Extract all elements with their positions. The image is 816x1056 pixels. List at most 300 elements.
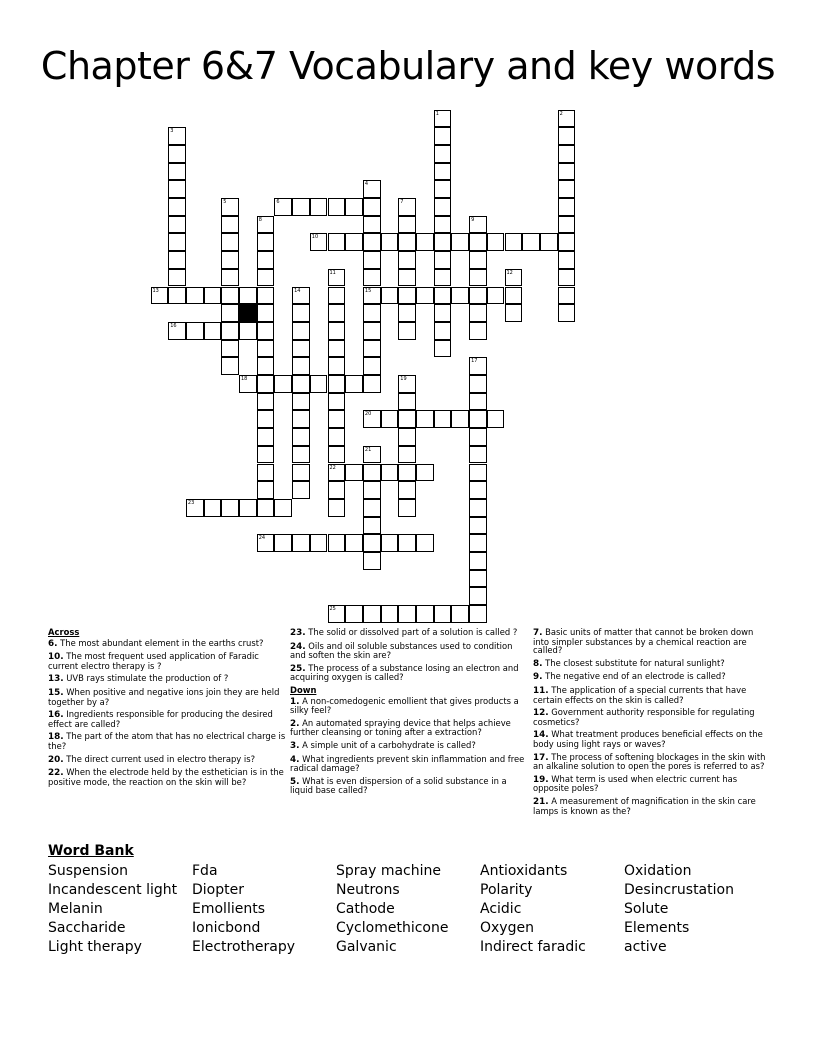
grid-cell[interactable] — [345, 198, 363, 216]
grid-cell[interactable] — [469, 233, 487, 251]
grid-cell[interactable] — [451, 410, 469, 428]
grid-cell[interactable] — [292, 481, 310, 499]
grid-cell[interactable] — [381, 410, 399, 428]
grid-cell[interactable] — [416, 287, 434, 305]
clue-text: The application of a special currents that have certain effects on the skin is called? — [533, 684, 747, 705]
grid-cell[interactable] — [469, 304, 487, 322]
grid-cell[interactable] — [328, 428, 346, 446]
clue-number: 6 — [276, 199, 280, 205]
grid-cell[interactable] — [434, 322, 452, 340]
grid-cell[interactable] — [345, 534, 363, 552]
grid-cell[interactable] — [274, 375, 292, 393]
grid-cell[interactable] — [221, 233, 239, 251]
clue-number: 19 — [400, 376, 407, 382]
grid-cell[interactable] — [558, 233, 576, 251]
word-bank-word: Antioxidants — [480, 863, 568, 879]
grid-cell[interactable] — [328, 287, 346, 305]
grid-cell[interactable] — [328, 269, 346, 287]
grid-cell[interactable] — [434, 605, 452, 623]
grid-cell[interactable] — [328, 464, 346, 482]
word-bank-word: Diopter — [192, 882, 244, 898]
grid-cell[interactable] — [469, 410, 487, 428]
grid-cell[interactable] — [558, 127, 576, 145]
clue-number: 17 — [471, 358, 478, 365]
grid-cell[interactable] — [363, 340, 381, 358]
grid-cell[interactable] — [398, 216, 416, 234]
grid-cell[interactable] — [469, 587, 487, 605]
clue-number: 13 — [152, 287, 159, 294]
word-bank-word: Emollients — [192, 901, 265, 917]
grid-cell[interactable] — [186, 287, 204, 305]
grid-cell[interactable] — [204, 322, 222, 340]
down-clue — [533, 730, 771, 748]
grid-cell[interactable] — [328, 410, 346, 428]
grid-cell[interactable] — [257, 340, 275, 358]
grid-cell[interactable] — [363, 605, 381, 623]
grid-cell[interactable] — [398, 605, 416, 623]
clue-text: Basic units of matter that cannot be broken down into simpler substances by a chemical reaction are called? — [533, 627, 754, 656]
clue-num: 1. — [290, 696, 300, 707]
grid-cell[interactable] — [469, 357, 487, 375]
word-bank-word: Acidic — [480, 901, 522, 917]
grid-cell[interactable] — [292, 464, 310, 482]
across-clue — [48, 639, 286, 649]
across-clue — [290, 642, 528, 660]
grid-cell[interactable] — [257, 481, 275, 499]
grid-cell[interactable] — [522, 233, 540, 251]
grid-cell[interactable] — [328, 446, 346, 464]
grid-cell[interactable] — [221, 287, 239, 305]
grid-cell[interactable] — [469, 499, 487, 517]
grid-cell[interactable] — [221, 198, 239, 216]
word-bank-column — [336, 862, 448, 957]
grid-cell[interactable] — [292, 410, 310, 428]
grid-cell[interactable] — [292, 304, 310, 322]
grid-cell[interactable] — [505, 304, 523, 322]
grid-cell[interactable] — [487, 287, 505, 305]
grid-cell[interactable] — [221, 216, 239, 234]
grid-cell[interactable] — [398, 287, 416, 305]
grid-cell[interactable] — [469, 552, 487, 570]
word-bank-column — [48, 862, 177, 957]
grid-cell[interactable] — [363, 464, 381, 482]
clue-text: What is even dispersion of a solid substance in a liquid base called? — [290, 775, 507, 796]
grid-cell[interactable] — [328, 233, 346, 251]
grid-cell[interactable] — [398, 269, 416, 287]
clue-text: The process of softening blockages in the skin with an alkaline solution to open the pores is referred to as? — [533, 751, 766, 772]
word-bank-word: Neutrons — [336, 882, 400, 898]
grid-cell[interactable] — [239, 287, 257, 305]
grid-cell[interactable] — [398, 304, 416, 322]
clue-num: 17. — [533, 752, 549, 763]
clue-number: 14 — [294, 287, 301, 294]
grid-cell[interactable] — [558, 198, 576, 216]
clue-number: 1 — [435, 110, 439, 117]
grid-cell[interactable] — [168, 198, 186, 216]
grid-cell[interactable] — [168, 180, 186, 198]
grid-cell[interactable] — [434, 145, 452, 163]
grid-cell[interactable] — [363, 198, 381, 216]
grid-cell[interactable] — [257, 446, 275, 464]
grid-cell[interactable] — [363, 499, 381, 517]
grid-cell[interactable] — [292, 357, 310, 375]
grid-cell[interactable] — [416, 605, 434, 623]
grid-cell[interactable] — [434, 163, 452, 181]
grid-cell[interactable] — [292, 534, 310, 552]
grid-cell[interactable] — [363, 287, 381, 305]
clue-number: 16 — [170, 322, 177, 329]
clue-text: A simple unit of a carbohydrate is called? — [302, 739, 476, 750]
grid-cell[interactable] — [168, 322, 186, 340]
grid-cell[interactable] — [292, 375, 310, 393]
grid-cell[interactable] — [558, 180, 576, 198]
grid-cell[interactable] — [292, 446, 310, 464]
grid-cell[interactable] — [221, 322, 239, 340]
grid-cell[interactable] — [469, 393, 487, 411]
grid-cell[interactable] — [345, 375, 363, 393]
grid-cell[interactable] — [328, 340, 346, 358]
grid-cell[interactable] — [487, 233, 505, 251]
grid-cell[interactable] — [328, 357, 346, 375]
down-clue — [533, 753, 771, 771]
grid-cell[interactable] — [239, 499, 257, 517]
grid-cell[interactable] — [221, 357, 239, 375]
grid-cell[interactable] — [469, 216, 487, 234]
grid-cell[interactable] — [398, 464, 416, 482]
grid-cell[interactable] — [398, 499, 416, 517]
grid-cell[interactable] — [558, 163, 576, 181]
grid-cell[interactable] — [363, 534, 381, 552]
grid-cell[interactable] — [257, 216, 275, 234]
word-bank-title: Word Bank — [48, 843, 134, 859]
word-bank-word: Oxidation — [624, 863, 692, 879]
grid-cell[interactable] — [363, 552, 381, 570]
grid-cell[interactable] — [257, 393, 275, 411]
grid-cell[interactable] — [257, 375, 275, 393]
grid-cell[interactable] — [434, 110, 452, 128]
clue-num: 13. — [48, 674, 64, 685]
grid-cell[interactable] — [363, 357, 381, 375]
grid-cell[interactable] — [257, 428, 275, 446]
grid-cell[interactable] — [239, 322, 257, 340]
grid-cell[interactable] — [292, 287, 310, 305]
grid-cell[interactable] — [363, 180, 381, 198]
grid-cell[interactable] — [168, 233, 186, 251]
grid-cell[interactable] — [221, 340, 239, 358]
grid-cell[interactable] — [257, 534, 275, 552]
clue-text: A non-comedogenic emollient that gives products a silky feel? — [290, 695, 519, 716]
clue-number: 21 — [364, 446, 372, 453]
clue-num: 14. — [533, 730, 549, 741]
grid-cell[interactable] — [558, 269, 576, 287]
grid-cell[interactable] — [292, 340, 310, 358]
grid-cell[interactable] — [469, 375, 487, 393]
clue-num: 12. — [533, 708, 549, 719]
grid-cell[interactable] — [558, 287, 576, 305]
grid-cell[interactable] — [381, 464, 399, 482]
grid-cell[interactable] — [434, 287, 452, 305]
clue-num: 6. — [48, 638, 58, 649]
grid-cell[interactable] — [168, 127, 186, 145]
grid-cell[interactable] — [257, 499, 275, 517]
grid-cell[interactable] — [363, 251, 381, 269]
grid-cell[interactable] — [451, 287, 469, 305]
grid-cell[interactable] — [204, 499, 222, 517]
grid-cell[interactable] — [257, 304, 275, 322]
clue-num: 24. — [290, 641, 306, 652]
grid-cell[interactable] — [381, 287, 399, 305]
clue-num: 18. — [48, 732, 64, 743]
grid-cell[interactable] — [416, 410, 434, 428]
grid-cell[interactable] — [292, 428, 310, 446]
clues-column-2 — [290, 628, 528, 799]
clue-text: What treatment produces beneficial effects on the body using light rays or waves? — [533, 729, 763, 749]
clue-text: The most abundant element in the earths crust? — [60, 637, 264, 648]
clue-text: What ingredients prevent skin inflammation and free radical damage? — [290, 753, 525, 774]
clue-text: Ingredients responsible for producing the desired effect are called? — [48, 709, 273, 729]
grid-cell[interactable] — [469, 251, 487, 269]
clue-text: The negative end of an electrode is called? — [545, 671, 726, 682]
grid-cell[interactable] — [469, 534, 487, 552]
grid-cell[interactable] — [434, 269, 452, 287]
grid-cell[interactable] — [469, 570, 487, 588]
clue-text: When positive and negative ions join they are held together by a? — [48, 686, 280, 707]
grid-cell[interactable] — [168, 287, 186, 305]
word-bank-word: Oxygen — [480, 920, 534, 936]
grid-cell[interactable] — [451, 605, 469, 623]
clue-num: 9. — [533, 672, 543, 683]
grid-cell[interactable] — [469, 464, 487, 482]
grid-cell[interactable] — [239, 375, 257, 393]
word-bank-word: Light therapy — [48, 939, 142, 955]
across-clue — [48, 755, 286, 765]
grid-cell[interactable] — [363, 517, 381, 535]
grid-cell[interactable] — [505, 269, 523, 287]
grid-cell[interactable] — [310, 233, 328, 251]
down-clue — [533, 659, 771, 669]
grid-cell[interactable] — [257, 322, 275, 340]
grid-cell[interactable] — [398, 410, 416, 428]
grid-cell[interactable] — [469, 446, 487, 464]
word-bank-column — [192, 862, 295, 957]
grid-cell[interactable] — [398, 393, 416, 411]
grid-cell[interactable] — [168, 269, 186, 287]
grid-cell[interactable] — [345, 605, 363, 623]
grid-cell[interactable] — [328, 322, 346, 340]
grid-cell[interactable] — [168, 216, 186, 234]
grid-cell[interactable] — [469, 269, 487, 287]
grid-cell[interactable] — [168, 251, 186, 269]
word-bank-word: Incandescent light — [48, 882, 178, 898]
grid-cell[interactable] — [168, 163, 186, 181]
grid-cell[interactable] — [292, 322, 310, 340]
grid-cell[interactable] — [328, 481, 346, 499]
grid-cell[interactable] — [398, 375, 416, 393]
grid-cell[interactable] — [434, 233, 452, 251]
across-clue — [48, 710, 286, 728]
word-bank-word: active — [624, 939, 667, 955]
grid-cell[interactable] — [434, 340, 452, 358]
grid-cell[interactable] — [505, 287, 523, 305]
grid-cell[interactable] — [274, 499, 292, 517]
grid-cell[interactable] — [221, 269, 239, 287]
grid-cell[interactable] — [328, 605, 346, 623]
clue-num: 3. — [290, 740, 300, 751]
grid-cell[interactable] — [381, 534, 399, 552]
grid-cell[interactable] — [186, 322, 204, 340]
grid-cell[interactable] — [328, 499, 346, 517]
grid-cell[interactable] — [221, 251, 239, 269]
across-clue — [48, 674, 286, 684]
grid-cell[interactable] — [469, 605, 487, 623]
clue-text: Government authority responsible for regulating cosmetics? — [533, 707, 755, 727]
word-bank-word: Polarity — [480, 882, 533, 898]
grid-cell[interactable] — [186, 499, 204, 517]
grid-cell[interactable] — [328, 375, 346, 393]
grid-cell[interactable] — [558, 251, 576, 269]
grid-cell[interactable] — [469, 481, 487, 499]
grid-cell[interactable] — [310, 534, 328, 552]
grid-cell[interactable] — [345, 464, 363, 482]
word-bank-word: Suspension — [48, 863, 129, 879]
grid-cell[interactable] — [363, 410, 381, 428]
grid-cell[interactable] — [434, 410, 452, 428]
grid-cell[interactable] — [434, 216, 452, 234]
grid-cell[interactable] — [381, 605, 399, 623]
clue-text: The closest substitute for natural sunlight? — [545, 657, 725, 668]
grid-cell[interactable] — [363, 216, 381, 234]
word-bank-word: Fda — [192, 863, 218, 879]
grid-cell[interactable] — [363, 375, 381, 393]
word-bank-word: Desincrustation — [624, 882, 734, 898]
grid-cell[interactable] — [434, 198, 452, 216]
grid-cell[interactable] — [540, 233, 558, 251]
grid-cell[interactable] — [416, 534, 434, 552]
down-header: Down — [290, 684, 317, 695]
clue-number: 15 — [364, 287, 372, 294]
grid-cell[interactable] — [257, 233, 275, 251]
grid-cell[interactable] — [398, 428, 416, 446]
grid-cell[interactable] — [451, 233, 469, 251]
grid-cell[interactable] — [363, 446, 381, 464]
grid-cell[interactable] — [257, 287, 275, 305]
grid-cell[interactable] — [469, 287, 487, 305]
grid-cell[interactable] — [398, 534, 416, 552]
grid-cell[interactable] — [558, 304, 576, 322]
grid-cell[interactable] — [363, 481, 381, 499]
grid-cell[interactable] — [398, 198, 416, 216]
clue-number: 18 — [241, 376, 248, 382]
across-clue — [48, 652, 286, 670]
grid-cell[interactable] — [328, 304, 346, 322]
down-clue — [533, 708, 771, 726]
grid-cell[interactable] — [363, 322, 381, 340]
grid-cell[interactable] — [416, 233, 434, 251]
grid-cell[interactable] — [257, 251, 275, 269]
grid-cell[interactable] — [381, 233, 399, 251]
grid-cell[interactable] — [398, 251, 416, 269]
grid-cell[interactable] — [363, 304, 381, 322]
grid-cell[interactable] — [328, 393, 346, 411]
clue-number: 11 — [329, 269, 336, 276]
grid-cell[interactable] — [363, 233, 381, 251]
across-clue — [290, 628, 528, 638]
word-bank-word: Cyclomethicone — [336, 920, 449, 936]
across-clue — [48, 688, 286, 706]
grid-cell[interactable] — [168, 145, 186, 163]
grid-cell[interactable] — [363, 269, 381, 287]
word-bank-word: Ionicbond — [192, 920, 261, 936]
grid-cell[interactable] — [257, 410, 275, 428]
grid-cell[interactable] — [328, 534, 346, 552]
grid-cell[interactable] — [558, 216, 576, 234]
word-bank-column — [480, 862, 586, 957]
grid-cell[interactable] — [345, 233, 363, 251]
down-clue — [290, 719, 528, 737]
grid-cell[interactable] — [434, 127, 452, 145]
clue-number: 3 — [170, 128, 174, 135]
grid-cell[interactable] — [487, 410, 505, 428]
grid-cell[interactable] — [274, 198, 292, 216]
word-bank-word: Spray machine — [336, 863, 442, 879]
across-clue — [48, 732, 286, 750]
clue-number: 4 — [364, 181, 369, 188]
clue-num: 22. — [48, 768, 64, 779]
grid-cell[interactable] — [416, 464, 434, 482]
clue-text: The solid or dissolved part of a solution is called ? — [308, 627, 518, 637]
grid-cell[interactable] — [398, 446, 416, 464]
grid-cell[interactable] — [310, 375, 328, 393]
grid-cell[interactable] — [558, 145, 576, 163]
grid-cell[interactable] — [310, 198, 328, 216]
grid-cell[interactable] — [469, 428, 487, 446]
grid-cell[interactable] — [221, 304, 239, 322]
grid-cell[interactable] — [292, 393, 310, 411]
grid-cell[interactable] — [469, 517, 487, 535]
grid-cell[interactable] — [221, 499, 239, 517]
clue-number: 24 — [258, 535, 266, 542]
grid-cell[interactable] — [434, 304, 452, 322]
clue-text: What term is used when electric current has opposite poles? — [533, 773, 738, 794]
grid-cell[interactable] — [469, 322, 487, 340]
grid-cell[interactable] — [505, 233, 523, 251]
clue-text: The process of a substance losing an electron and acquiring oxygen is called? — [290, 662, 519, 683]
down-clue — [290, 777, 528, 795]
grid-cell[interactable] — [151, 287, 169, 305]
grid-cell[interactable] — [204, 287, 222, 305]
grid-cell[interactable] — [274, 534, 292, 552]
grid-cell[interactable] — [292, 198, 310, 216]
clue-text: The direct current used in electro therapy is? — [66, 753, 256, 764]
grid-cell[interactable] — [434, 251, 452, 269]
grid-cell[interactable] — [257, 464, 275, 482]
grid-cell[interactable] — [434, 180, 452, 198]
clues-column-1 — [48, 628, 286, 790]
grid-cell[interactable] — [328, 198, 346, 216]
grid-cell[interactable] — [257, 357, 275, 375]
word-bank-word: Indirect faradic — [480, 939, 586, 955]
grid-cell[interactable] — [398, 481, 416, 499]
grid-cell[interactable] — [558, 110, 576, 128]
grid-cell[interactable] — [257, 269, 275, 287]
clue-num: 4. — [290, 754, 300, 765]
grid-cell[interactable] — [398, 322, 416, 340]
down-clue — [533, 686, 771, 704]
word-bank-word: Saccharide — [48, 920, 126, 936]
clue-num: 16. — [48, 710, 64, 721]
grid-cell[interactable] — [398, 233, 416, 251]
clue-number: 5 — [223, 199, 227, 205]
